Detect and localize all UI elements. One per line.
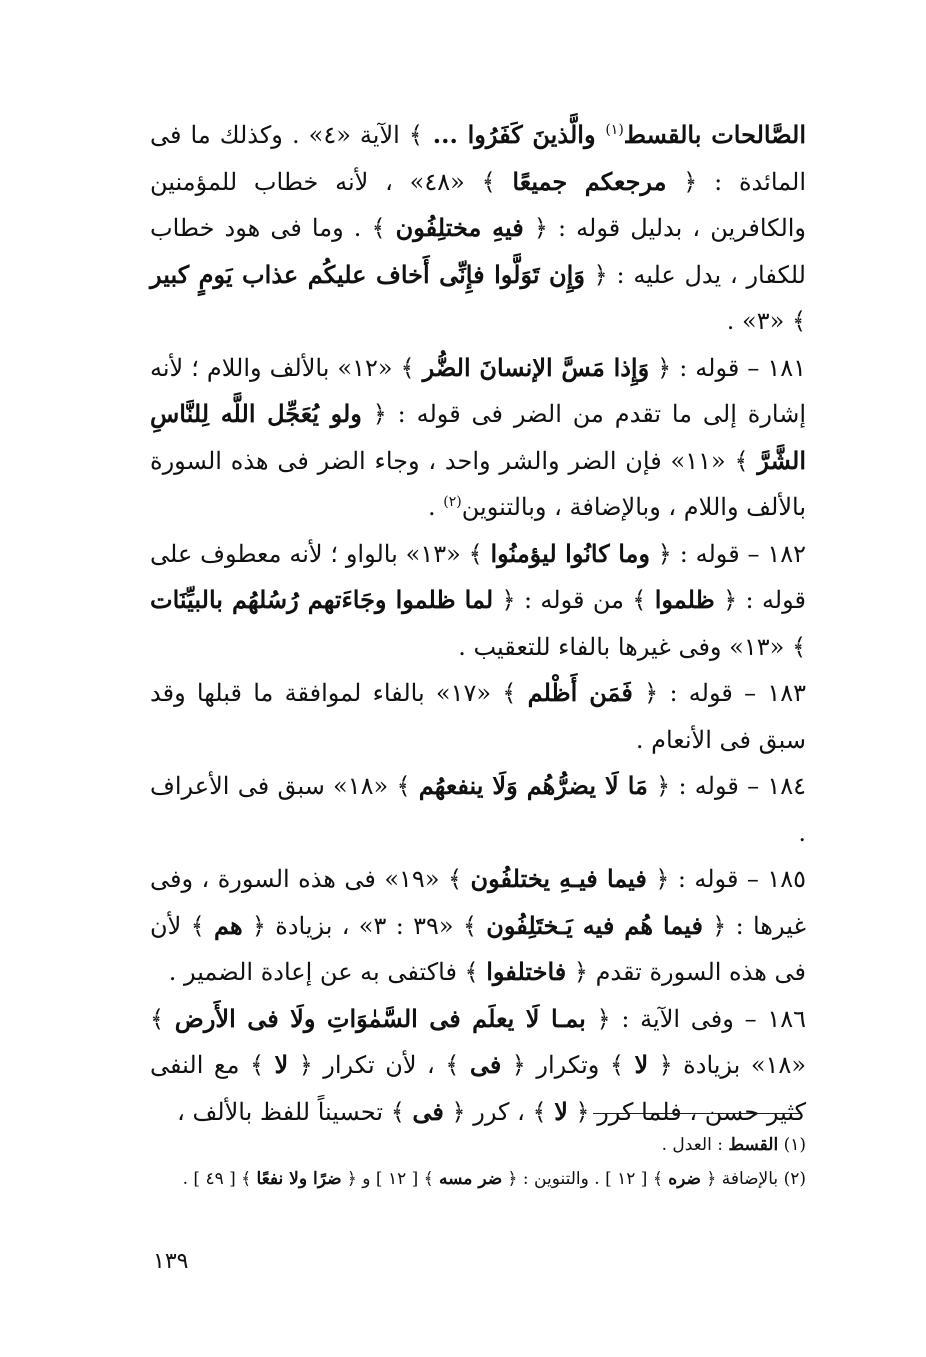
text-run: (١) bbox=[778, 1135, 806, 1155]
footnote-marker: (٢) bbox=[443, 494, 462, 510]
paragraph-5 bbox=[150, 763, 806, 856]
quran-quote: لما ظلموا وجَاءَتهم رُسُلهُم بالبيِّنَات bbox=[150, 585, 494, 614]
text-run: ﴾ [ ١٢ ] و ﴿ bbox=[341, 1169, 440, 1189]
quran-quote: ضرًا ولا نفعًا bbox=[256, 1169, 342, 1189]
text-run: ﴾ فاكتفى به عن إعادة الضمير . bbox=[168, 958, 487, 986]
text-run: (٢) بالإضافة ﴿ bbox=[700, 1169, 806, 1189]
text-run: ﴾ ، كرر ﴿ bbox=[443, 1097, 555, 1126]
quran-quote: هم bbox=[213, 910, 243, 940]
footnote-marker: (١) bbox=[605, 122, 624, 138]
text-run: ﴾ «٣» . bbox=[726, 307, 806, 335]
text-run: ١٨٢ – قوله : ﴿ bbox=[649, 539, 806, 568]
quran-quote: القسط bbox=[728, 1135, 779, 1155]
quran-quote: مرجعكم جميعًا bbox=[512, 166, 667, 196]
quran-quote: فاختلفوا bbox=[486, 957, 567, 986]
footnote-2 bbox=[150, 1162, 806, 1196]
quran-quote: فيما فيـهِ يختلفُون bbox=[470, 864, 647, 893]
text-run: : العدل . bbox=[661, 1135, 729, 1155]
paragraph-6 bbox=[150, 856, 806, 996]
quran-quote: الصَّالحات بالقسط bbox=[623, 120, 807, 149]
text-run: ١٨٥ – قوله : ﴿ bbox=[646, 865, 807, 893]
quran-quote: لا bbox=[634, 1050, 649, 1079]
quran-quote: فيما هُم فيه يَـختَلِفُون bbox=[486, 910, 703, 940]
quran-quote: وَإِن تَوَلَّوا فإِنِّى أَخاف عليكُم عذاب يَومٍ كبير bbox=[150, 259, 585, 289]
text-run: ﴾ لأن فى هذه السورة تقدم ﴿ bbox=[150, 911, 806, 986]
quran-quote: فَمَن أَظْلم bbox=[527, 678, 633, 707]
text-run: ١٨٣ – قوله : ﴿ bbox=[632, 679, 807, 707]
quran-quote: ظلموا bbox=[654, 585, 715, 614]
text-run: ١٨١ – قوله : ﴿ bbox=[649, 353, 806, 382]
text-run: ﴾ [ ٤٩ ] . bbox=[182, 1169, 257, 1189]
quran-quote: بمـا لَا يعلَم فى السَّمٰوَاتِ ولَا فى الأَرض bbox=[174, 1003, 586, 1033]
quran-quote: ضر مسه bbox=[439, 1169, 503, 1189]
text-run: ﴾ «١١» فإن الضر والشر واحد ، وجاء الضر فى هذه السورة بالألف واللام ، وبالإضافة ، وبالتنوين bbox=[150, 446, 806, 521]
quran-quote: لا bbox=[554, 1096, 568, 1126]
text-run: ﴾ وتكرار ﴿ bbox=[501, 1051, 635, 1079]
text-run: ﴾ ، لأن تكرار ﴿ bbox=[288, 1051, 470, 1079]
text-run: . bbox=[428, 493, 444, 521]
page-number: ١٣٩ bbox=[153, 1249, 189, 1274]
quran-quote: مَا لَا يضرُّهُم وَلَا ينفعهُم bbox=[418, 771, 648, 800]
paragraph-1 bbox=[150, 112, 806, 345]
text-run: ﴾ من قوله : ﴿ bbox=[493, 586, 655, 614]
text-run: ﴾ «١٧» بالفاء لموافقة ما قبلها وقد سبق فى الأنعام . bbox=[150, 679, 806, 754]
text-run: ﴾ «١٩» فى هذه السورة ، وفى غيرها : ﴿ bbox=[150, 865, 807, 940]
quran-quote: ضره bbox=[668, 1169, 701, 1189]
text-run: ﴾ . وما فى هود خطاب للكفار ، يدل عليه : ﴿ bbox=[150, 214, 806, 289]
text-run: ﴾ «١٨» سبق فى الأعراف . bbox=[150, 772, 806, 847]
text-run: ١٨٦ – وفى الآية : ﴿ bbox=[585, 1004, 806, 1033]
quran-quote: ولو يُعَجِّل اللَّه لِلنَّاسِ الشَّرَّ bbox=[150, 399, 806, 475]
paragraph-4 bbox=[150, 670, 806, 763]
quran-quote: فيهِ مختلِفُون bbox=[395, 213, 524, 242]
quran-quote: فى bbox=[469, 1050, 502, 1079]
text-run: ﴾ «١٨» بزيادة ﴿ bbox=[150, 1004, 806, 1079]
quran-quote: فى bbox=[412, 1096, 444, 1126]
footnote-1 bbox=[150, 1128, 806, 1162]
paragraph-3 bbox=[150, 531, 806, 671]
text-run: ﴾ [ ١٢ ] . والتنوين : ﴿ bbox=[502, 1169, 669, 1189]
text-run: ﴾ الآية «٤» . وكذلك ما فى المائدة : ﴿ bbox=[150, 121, 807, 196]
text-run: ﴾ تحسيناً للفظ بالألف ، bbox=[177, 1097, 413, 1126]
quran-quote: والَّذينَ كَفَرُوا ... bbox=[422, 120, 606, 149]
quran-quote: وما كانُوا ليؤمنُوا bbox=[490, 538, 650, 568]
text-run: ﴾ «١٣» وفى غيرها بالفاء للتعقيب . bbox=[458, 632, 806, 661]
paragraph-2 bbox=[150, 345, 806, 531]
text-run: ﴾ «١٢» بالألف واللام ؛ لأنه إشارة إلى ما تقدم من الضر فى قوله : ﴿ bbox=[150, 353, 806, 428]
quran-quote: وَإِذا مَسَّ الإنسانَ الضُّر bbox=[422, 352, 650, 382]
quran-quote: لا bbox=[274, 1050, 289, 1079]
text-run: ﴾ «٣٩ : ٣» ، بزيادة ﴿ bbox=[242, 911, 487, 940]
paragraph-7 bbox=[150, 996, 806, 1136]
text-run: ﴾ مع النفى كثير حسن ، فلما كرر ﴿ bbox=[150, 1051, 806, 1126]
footnote-separator bbox=[593, 1113, 800, 1114]
footnotes bbox=[150, 1128, 806, 1196]
text-run: ﴾ «١٣» بالواو ؛ لأنه معطوف على قوله : ﴿ bbox=[150, 539, 806, 614]
text-run: ﴾ «٤٨» ، لأنه خطاب للمؤمنين والكافرين ، بدليل قوله : ﴿ bbox=[150, 167, 807, 242]
text-run: ١٨٤ – قوله : ﴿ bbox=[647, 772, 806, 800]
body-text bbox=[150, 112, 806, 1135]
